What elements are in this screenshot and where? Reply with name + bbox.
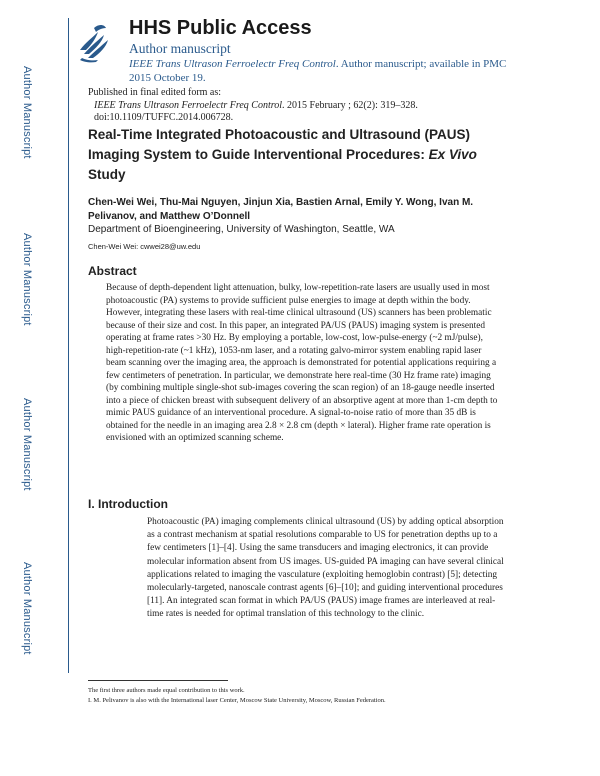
published-label: Published in final edited form as: bbox=[88, 87, 222, 98]
sidebar-rule bbox=[68, 18, 69, 673]
affiliation: Department of Bioengineering, University of Washington, Seattle, WA bbox=[88, 224, 395, 235]
abstract-text: Because of depth-dependent light attenuation, bulky, low-repetition-rate lasers are usually used in most photoacoustic (PA) systems to provide sufficient pulse energies to image at depth within the body. However, integrating these lasers with real-time clinical ultrasound (US) scanners has been problematic because of their size and cost. In this paper, an integrated PA/US (PAUS) imaging system is presented operating at frame rates >30 Hz. By employing a portable, low-cost, low-pulse-energy (~2 mJ/pulse), high-repetition-rate (~1 kHz), 1053-nm laser, and a rotating galvo-mirror system enabling rapid laser beam scanning over the imaging area, the approach is demonstrated for potential applications requiring a few centimeters of penetration. In particular, we demonstrate here real-time (30 Hz frame rate) imaging (by combining multiple single-shot sub-images covering the scan region) of an 18-gauge needle inserted into a piece of chicken breast with subsequent delivery of an absorptive agent at more than 1-cm depth to mimic PAUS guidance of an interventional procedure. A signal-to-noise ratio of more than 35 dB is obtained for the needle in an imaging area 2.8 × 2.8 cm (depth × lateral). Higher frame rate operation is envisioned with an optimized scanning scheme. bbox=[106, 283, 498, 443]
footnotes bbox=[88, 686, 538, 706]
introduction-text: Photoacoustic (PA) imaging complements clinical ultrasound (US) by adding optical absorption as a contrast mechanism at spatial resolutions comparable to US for penetration depths up to a few centimeters [1]–[4]. Using the same transducers and imaging electronics, it can provide molecular information absent from US images. US-guided PA imaging can have several clinical applications related to imaging the vasculature (exploiting hemoglobin contrast) [5]; detecting molecularly-targeted, nanoscale contrast agents [6]–[10]; and guiding interventional procedures [11]. An integrated scan format in which PA/US (PAUS) image frames are interleaved at real-time rates is needed for optimal translation of this technology to the clinic. bbox=[147, 517, 504, 620]
citation-line bbox=[88, 100, 538, 125]
author-manuscript-subtitle: Author manuscript bbox=[129, 41, 231, 56]
paper-title-italic: Ex Vivo bbox=[428, 147, 477, 162]
citation-details: . 2015 February ; 62(2): 319–328. doi:10.1109/TUFFC.2014.006728. bbox=[94, 99, 418, 123]
sidebar-author-manuscript-label: Author Manuscript bbox=[21, 66, 33, 159]
hhs-public-access-title: HHS Public Access bbox=[129, 17, 312, 39]
sidebar-author-manuscript-label: Author Manuscript bbox=[21, 233, 33, 326]
journal-name: IEEE Trans Ultrason Ferroelectr Freq Control bbox=[129, 58, 336, 70]
footnote-equal-contribution: The first three authors made equal contribution to this work. bbox=[88, 687, 245, 694]
paper-title-end: Study bbox=[88, 167, 126, 182]
sidebar-author-manuscript-label: Author Manuscript bbox=[21, 398, 33, 491]
paper-title bbox=[88, 125, 518, 185]
footnote-divider bbox=[88, 680, 228, 681]
hhs-eagle-logo-icon bbox=[74, 20, 114, 64]
corresponding-email: Chen-Wei Wei: cwwei28@uw.edu bbox=[88, 242, 201, 251]
published-info bbox=[88, 87, 538, 125]
abstract-heading: Abstract bbox=[88, 264, 137, 278]
journal-availability-line bbox=[129, 57, 529, 85]
author-list: Chen-Wei Wei, Thu-Mai Nguyen, Jinjun Xia, Bastien Arnal, Emily Y. Wong, Ivan M. Pelivanov, and Matthew O’Donnell bbox=[88, 197, 474, 222]
sidebar-author-manuscript-label: Author Manuscript bbox=[21, 562, 33, 655]
introduction-heading: I. Introduction bbox=[88, 497, 168, 511]
citation-journal: IEEE Trans Ultrason Ferroelectr Freq Control bbox=[94, 99, 283, 111]
availability-text: . Author manuscript; available in PMC 2015 October 19. bbox=[129, 58, 507, 84]
footnote-affiliation: I. M. Pelivanov is also with the International laser Center, Moscow State University, Moscow, Russian Federation. bbox=[88, 697, 386, 704]
paper-title-main: Real-Time Integrated Photoacoustic and Ultrasound (PAUS) Imaging System to Guide Interventional Procedures: bbox=[88, 127, 471, 162]
